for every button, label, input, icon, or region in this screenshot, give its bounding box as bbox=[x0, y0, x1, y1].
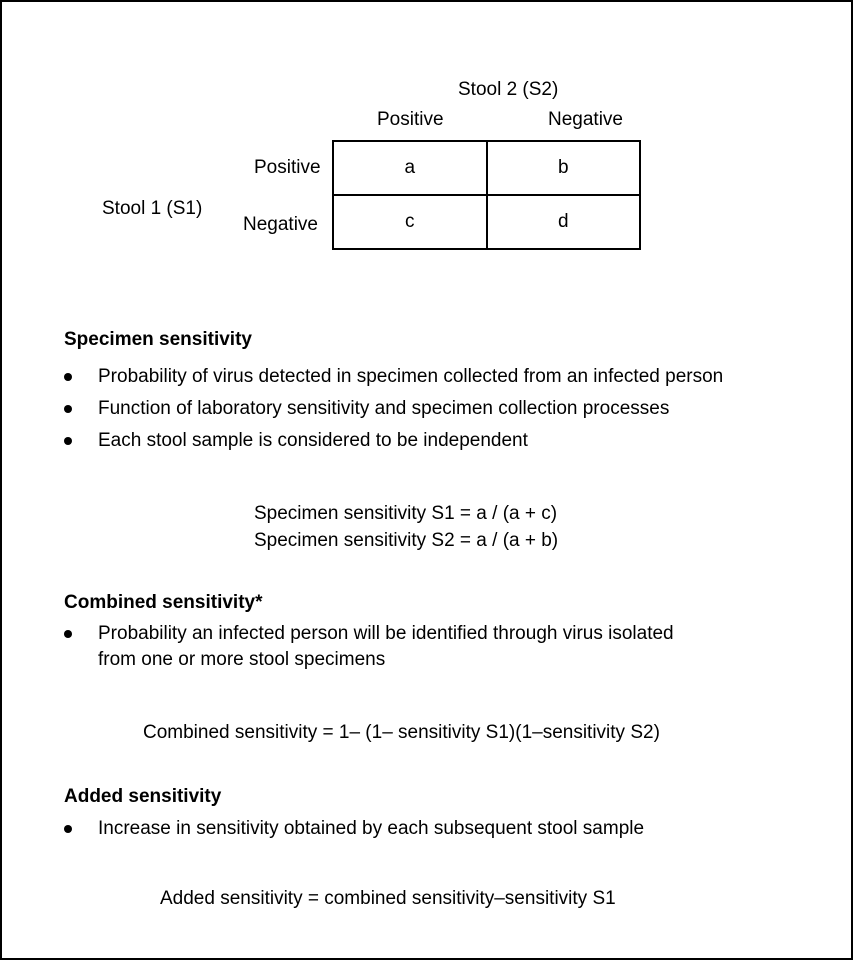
formula-added-sensitivity: Added sensitivity = combined sensitivity–sensitivity S1 bbox=[160, 888, 616, 909]
bullet-dot-icon bbox=[64, 405, 72, 413]
section-heading-combined-sensitivity: Combined sensitivity* bbox=[64, 592, 263, 613]
table-row bbox=[333, 195, 640, 249]
bullet-dot-icon bbox=[64, 373, 72, 381]
contingency-table bbox=[332, 140, 641, 250]
list-item: Probability of virus detected in specimen collected from an infected person bbox=[98, 366, 724, 387]
column-label-positive: Positive bbox=[377, 109, 444, 130]
cell-d: d bbox=[487, 195, 641, 249]
cell-b: b bbox=[487, 141, 641, 195]
column-group-label: Stool 2 (S2) bbox=[458, 79, 559, 100]
list-item: Each stool sample is considered to be independent bbox=[98, 430, 528, 451]
section-heading-specimen-sensitivity: Specimen sensitivity bbox=[64, 329, 252, 350]
row-label-positive: Positive bbox=[254, 157, 321, 178]
table-row bbox=[333, 141, 640, 195]
list-item: Probability an infected person will be identified through virus isolated from one or more stool specimens bbox=[98, 623, 674, 670]
bullet-dot-icon bbox=[64, 630, 72, 638]
formula-specimen-sensitivity-s2: Specimen sensitivity S2 = a / (a + b) bbox=[254, 530, 559, 551]
list-item: Increase in sensitivity obtained by each subsequent stool sample bbox=[98, 818, 645, 839]
row-label-negative: Negative bbox=[243, 214, 318, 235]
bullet-dot-icon bbox=[64, 825, 72, 833]
section-heading-added-sensitivity: Added sensitivity bbox=[64, 786, 222, 807]
row-group-label: Stool 1 (S1) bbox=[102, 198, 203, 219]
formula-combined-sensitivity: Combined sensitivity = 1– (1– sensitivity S1)(1–sensitivity S2) bbox=[143, 722, 660, 743]
cell-a: a bbox=[333, 141, 487, 195]
formula-specimen-sensitivity-s1: Specimen sensitivity S1 = a / (a + c) bbox=[254, 503, 558, 524]
list-item: Function of laboratory sensitivity and specimen collection processes bbox=[98, 398, 670, 419]
bullet-dot-icon bbox=[64, 437, 72, 445]
column-label-negative: Negative bbox=[548, 109, 623, 130]
cell-c: c bbox=[333, 195, 487, 249]
